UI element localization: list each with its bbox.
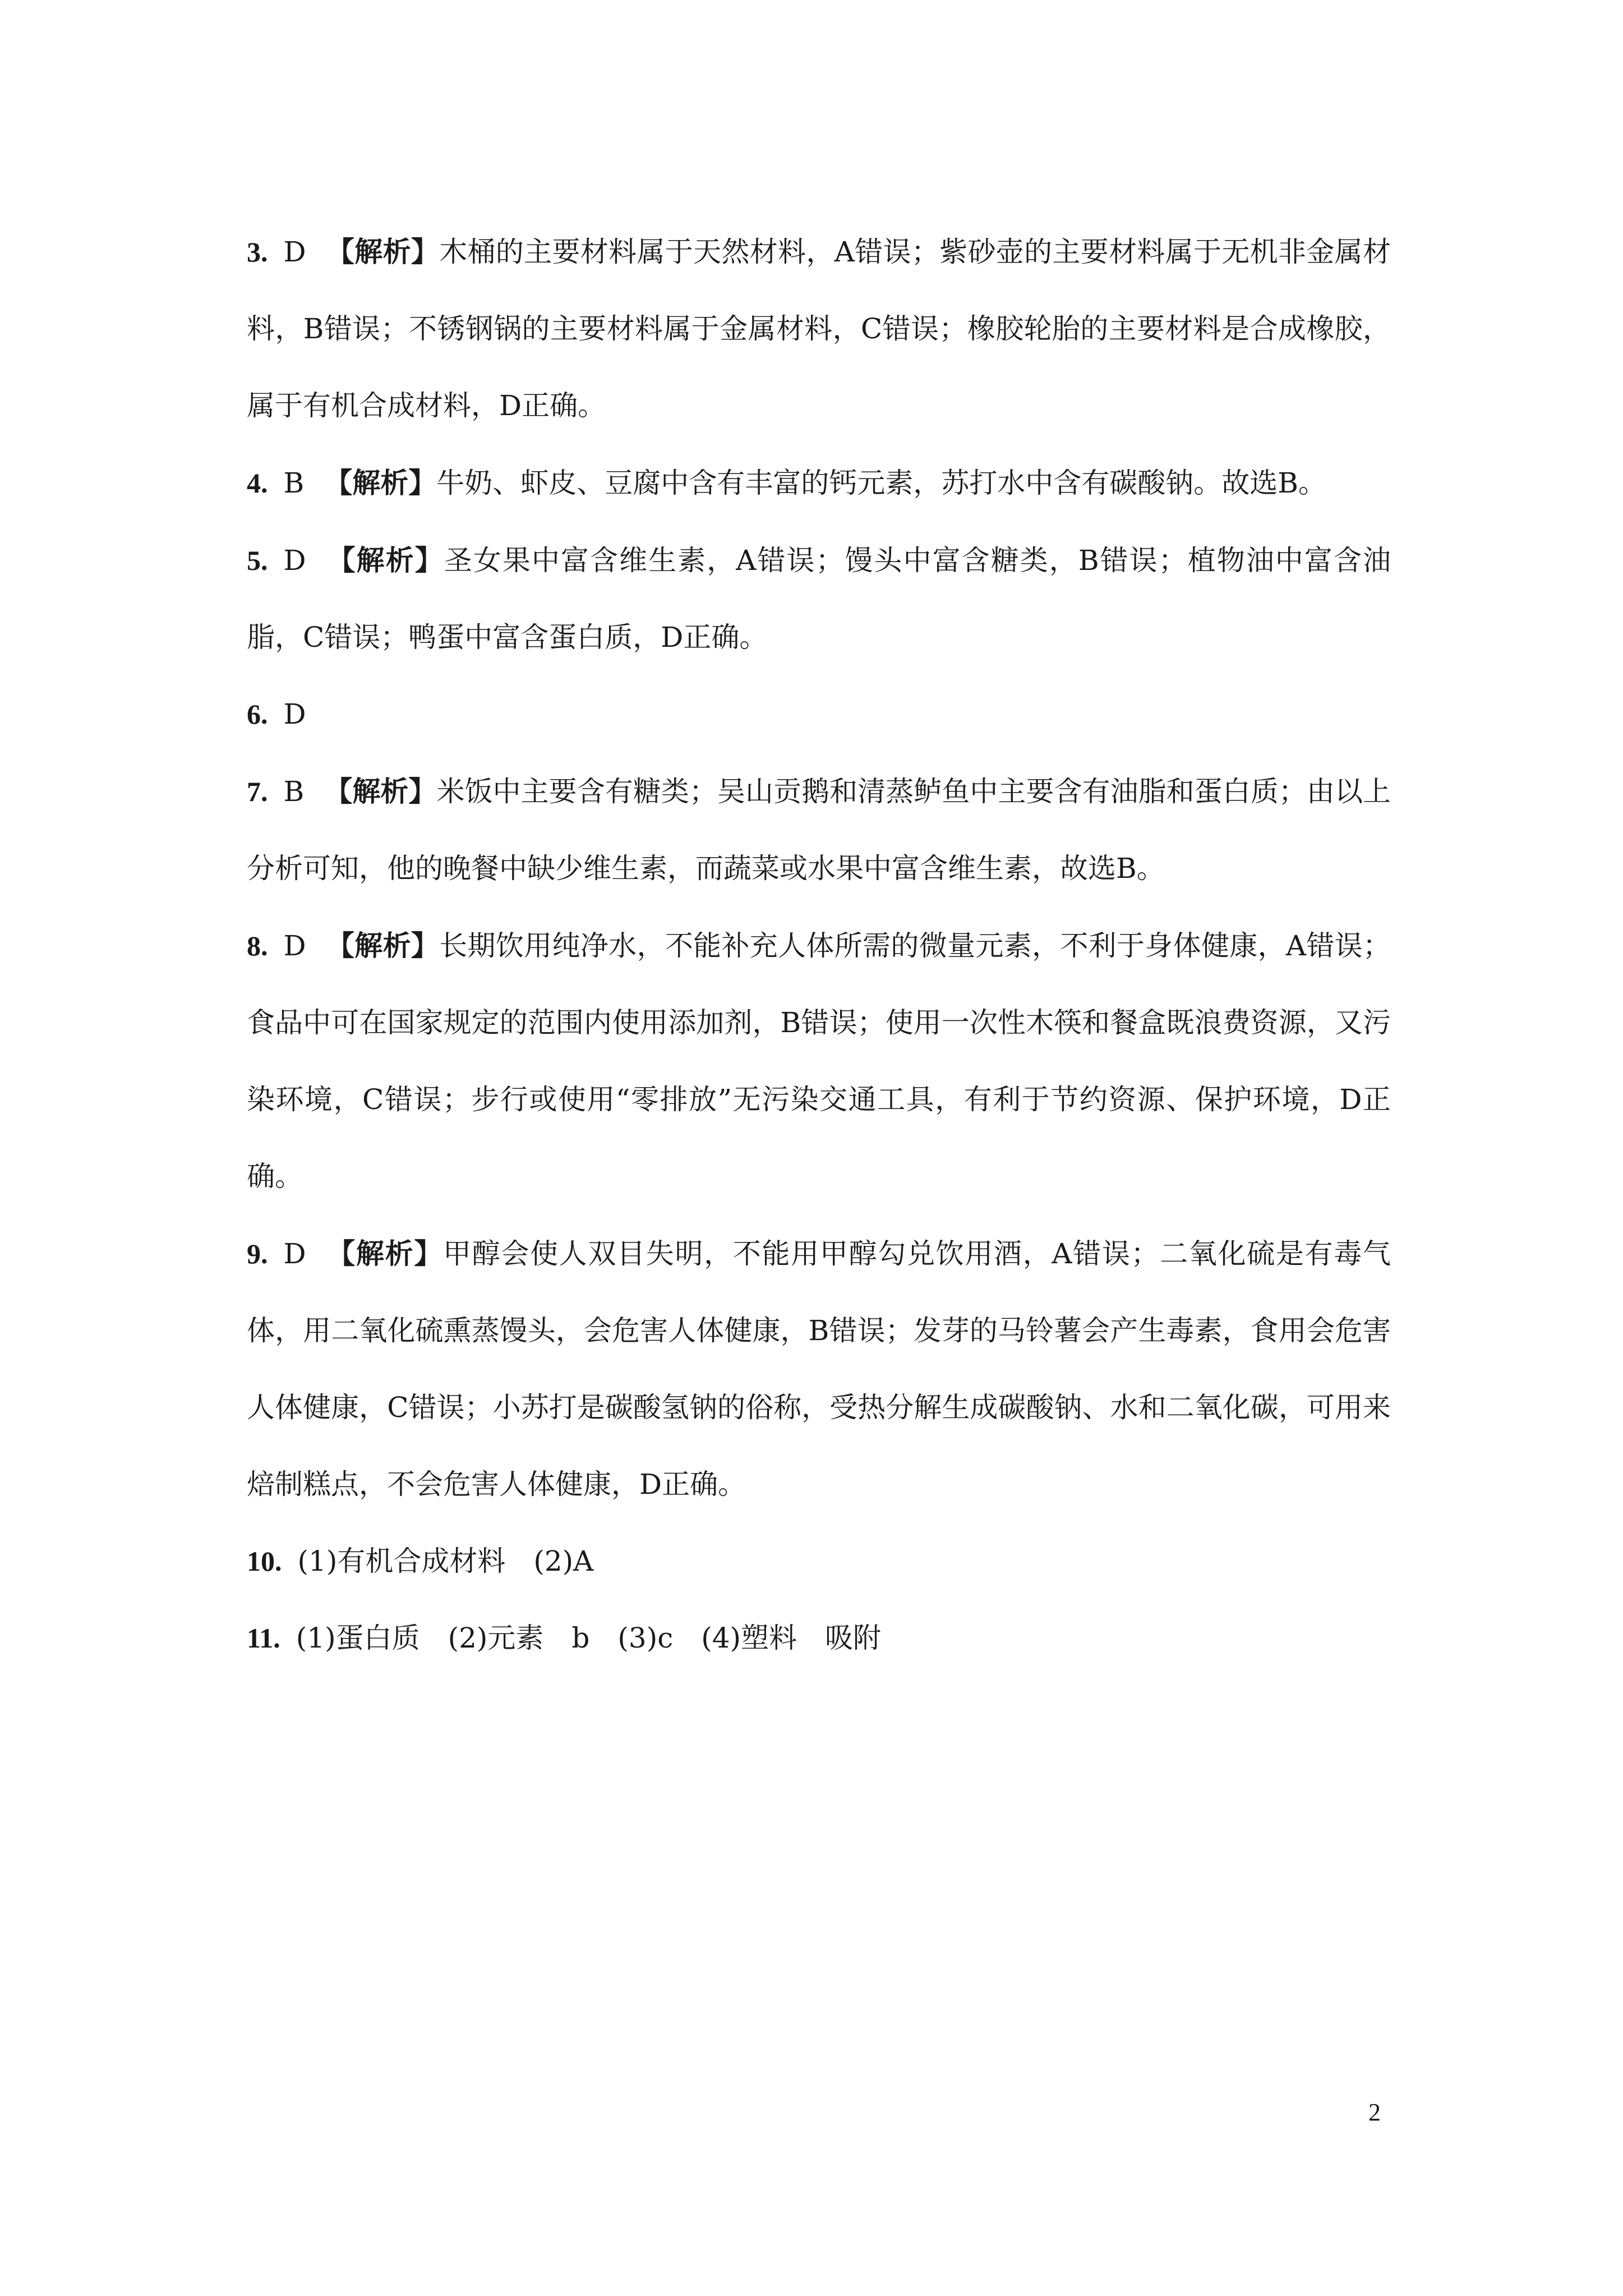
analysis-text: 甲醇会使人双目失明，不能用甲醇勾兑饮用酒，A错误；二氧化硫是有毒气体，用二氧化硫熏蒸馒头，会危害人体健康，B错误；发芽的马铃薯会产生毒素，食用会危害人体健康，C错误；小苏打是碳酸氢钠的俗称，受热分解生成碳酸钠、水和二氧化碳，可用来焙制糕点，不会危害人体健康，D正确。 (247, 1237, 1391, 1501)
item-number: 5. (247, 545, 268, 576)
answer-item-4 (247, 444, 1391, 522)
item-number: 8. (247, 930, 268, 961)
analysis-text: 牛奶、虾皮、豆腐中含有丰富的钙元素，苏打水中含有碳酸钠。故选B。 (436, 467, 1326, 499)
item-number: 7. (247, 776, 268, 807)
item-number: 9. (247, 1238, 268, 1269)
page-number: 2 (1368, 2099, 1381, 2126)
answer-item-7 (247, 753, 1391, 907)
item-answer: (1)蛋白质 (2)元素 b (3)c (4)塑料 吸附 (296, 1622, 882, 1654)
item-answer: D (283, 236, 306, 268)
item-answer: B (283, 467, 305, 499)
answer-item-5 (247, 522, 1391, 676)
analysis-tag: 【解析】 (324, 775, 437, 808)
analysis-text: 长期饮用纯净水，不能补充人体所需的微量元素，不利于身体健康，A错误；食品中可在国家规定的范围内使用添加剂，B错误；使用一次性木筷和餐盒既浪费资源，又污染环境，C错误；步行或使用“零排放”无污染交通工具，有利于节约资源、保护环境，D正确。 (247, 930, 1391, 1193)
answer-item-11 (247, 1600, 1391, 1677)
item-answer: (1)有机合成材料 (2)A (297, 1545, 594, 1577)
item-number: 6. (247, 698, 268, 730)
answer-item-6 (247, 676, 1391, 753)
item-answer: D (283, 1237, 306, 1270)
answer-item-8 (247, 907, 1391, 1215)
answer-item-10 (247, 1523, 1391, 1600)
answer-item-3 (247, 213, 1391, 444)
item-answer: B (283, 775, 305, 808)
analysis-tag: 【解析】 (326, 235, 440, 268)
item-answer: D (283, 930, 306, 962)
item-number: 11. (247, 1622, 280, 1654)
analysis-text: 木桶的主要材料属于天然材料，A错误；紫砂壶的主要材料属于无机非金属材料，B错误；不锈钢锅的主要材料属于金属材料，C错误；橡胶轮胎的主要材料是合成橡胶，属于有机合成材料，D正确。 (247, 236, 1391, 422)
answer-item-9 (247, 1215, 1391, 1523)
item-number: 4. (247, 467, 268, 499)
item-answer: D (283, 544, 306, 577)
analysis-text: 米饭中主要含有糖类；吴山贡鹅和清蒸鲈鱼中主要含有油脂和蛋白质；由以上分析可知，他的晚餐中缺少维生素，而蔬菜或水果中富含维生素，故选B。 (247, 775, 1391, 885)
analysis-tag: 【解析】 (326, 929, 440, 962)
analysis-tag: 【解析】 (326, 1237, 444, 1270)
analysis-tag: 【解析】 (326, 544, 444, 577)
analysis-tag: 【解析】 (324, 466, 437, 499)
item-number: 10. (247, 1545, 282, 1577)
analysis-text: 圣女果中富含维生素，A错误；馒头中富含糖类，B错误；植物油中富含油脂，C错误；鸭蛋中富含蛋白质，D正确。 (247, 544, 1391, 654)
item-number: 3. (247, 236, 268, 268)
answer-list (247, 213, 1391, 1677)
item-answer: D (283, 698, 306, 730)
